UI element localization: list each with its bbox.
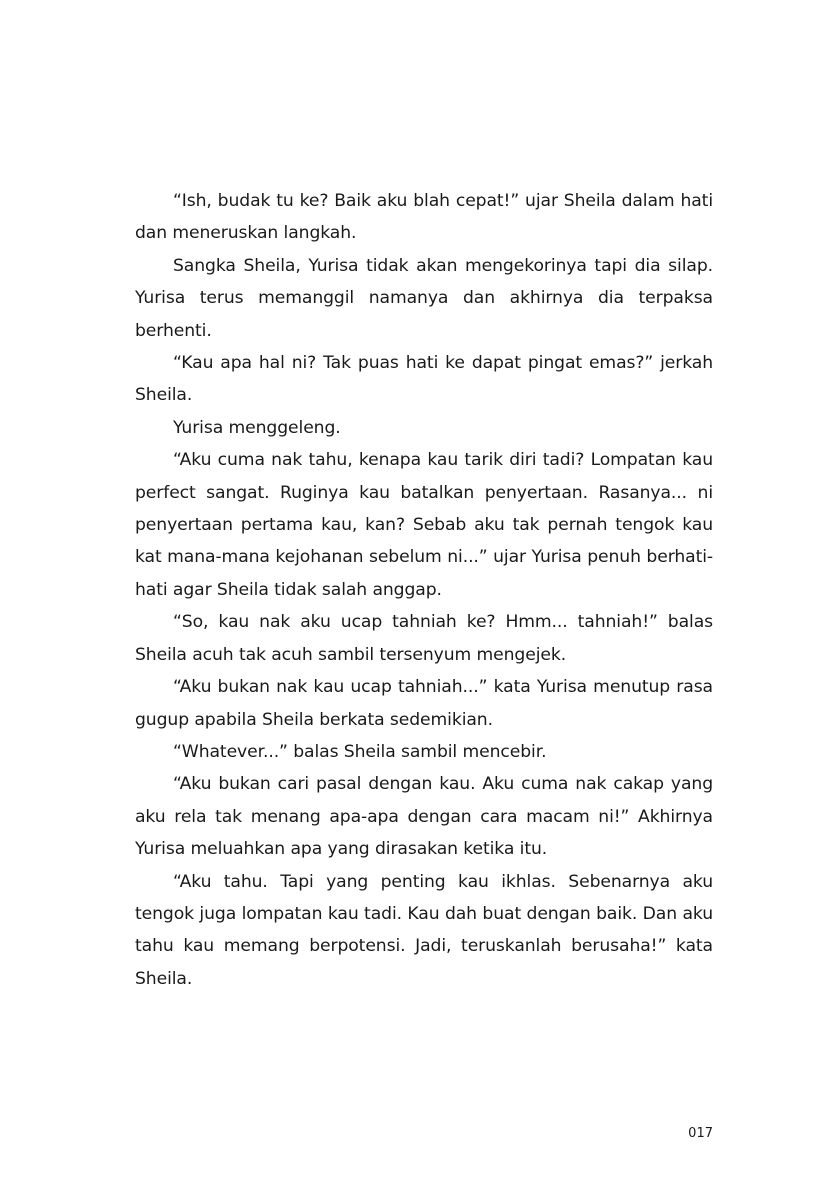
paragraph: “Aku bukan cari pasal dengan kau. Aku cuma nak cakap yang aku rela tak menang apa-apa dengan cara macam ni!” Akhirnya Yurisa meluahkan apa yang dirasakan ketika itu. (135, 774, 713, 860)
paragraph: “Aku bukan nak kau ucap tahniah...” kata Yurisa menutup rasa gugup apabila Sheila berkata sedemikian. (135, 677, 713, 730)
paragraph: “Whatever...” balas Sheila sambil mencebir. (173, 741, 547, 762)
paragraph: “Ish, budak tu ke? Baik aku blah cepat!” ujar Sheila dalam hati dan meneruskan langkah. (135, 191, 713, 244)
page-number: 017 (688, 1126, 713, 1141)
paragraph: Sangka Sheila, Yurisa tidak akan mengekorinya tapi dia silap. Yurisa terus memanggil namanya dan akhirnya dia terpaksa berhenti. (135, 255, 713, 341)
body-text (135, 185, 713, 995)
paragraph: “So, kau nak aku ucap tahniah ke? Hmm... tahniah!” balas Sheila acuh tak acuh sambil tersenyum mengejek. (135, 612, 713, 665)
paragraph: “Aku cuma nak tahu, kenapa kau tarik diri tadi? Lompatan kau perfect sangat. Ruginya kau batalkan penyertaan. Rasanya... ni penyertaan pertama kau, kan? Sebab aku tak pernah tengok kau kat mana-mana kejohanan sebelum ni...” ujar Yurisa penuh berhati-hati agar Sheila tidak salah anggap. (135, 450, 713, 600)
paragraph: Yurisa menggeleng. (173, 417, 341, 438)
paragraph: “Aku tahu. Tapi yang penting kau ikhlas. Sebenarnya aku tengok juga lompatan kau tadi. Kau dah buat dengan baik. Dan aku tahu kau memang berpotensi. Jadi, teruskanlah berusaha!” kata Sheila. (135, 871, 713, 989)
paragraph: “Kau apa hal ni? Tak puas hati ke dapat pingat emas?” jerkah Sheila. (135, 353, 713, 406)
